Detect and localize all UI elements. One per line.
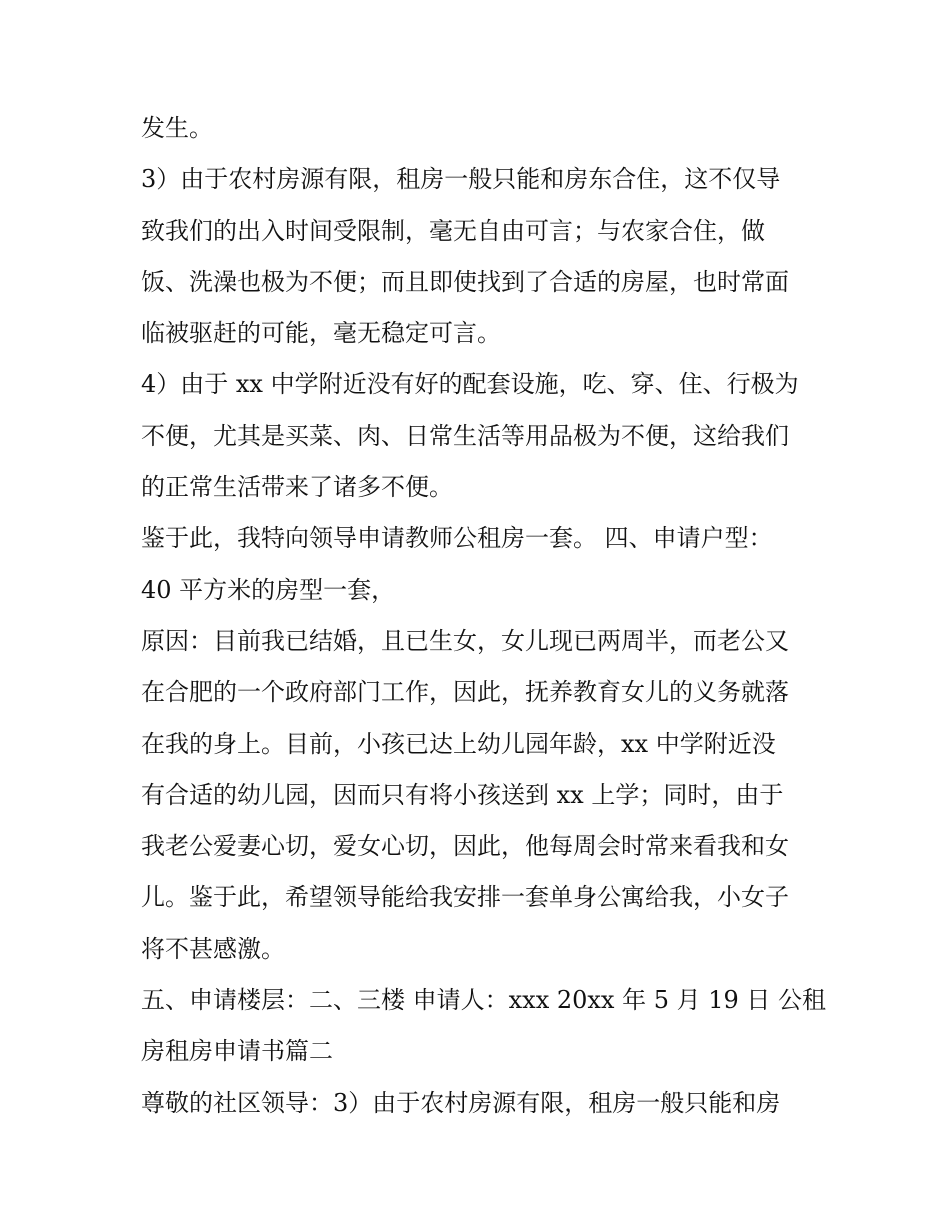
text-line: 在我的身上。目前，小孩已达上幼儿园年龄，xx 中学附近没 — [141, 729, 776, 758]
text-line: 发生。 — [141, 114, 213, 142]
text-line: 将不甚感激。 — [141, 934, 285, 963]
text-line: 40 平方米的房型一套， — [141, 575, 396, 604]
text-line: 饭、洗澡也极为不便；而且即使找到了合适的房屋，也时常面 — [141, 267, 789, 296]
text-line: 在合肥的一个政府部门工作，因此，抚养教育女儿的义务就落 — [141, 678, 789, 707]
text-line: 房租房申请书篇二 — [141, 1037, 333, 1066]
document-body — [141, 108, 827, 1134]
text-line: 3）由于农村房源有限，租房一般只能和房东合住，这不仅导 — [141, 165, 781, 194]
text-line: 原因：目前我已结婚，且已生女，女儿现已两周半，而老公又 — [141, 626, 789, 655]
text-line: 五、申请楼层：二、三楼 申请人：xxx 20xx 年 5 月 19 日 公租 — [141, 986, 827, 1015]
text-line: 不便，尤其是买菜、肉、日常生活等用品极为不便，这给我们 — [141, 421, 789, 450]
text-line: 儿。鉴于此，希望领导能给我安排一套单身公寓给我，小女子 — [141, 883, 789, 912]
text-line: 鉴于此，我特向领导申请教师公租房一套。 四、申请户型： — [141, 524, 773, 553]
text-line: 我老公爱妻心切，爱女心切，因此，他每周会时常来看我和女 — [141, 832, 789, 861]
text-line: 临被驱赶的可能，毫无稳定可言。 — [141, 319, 501, 348]
text-line: 的正常生活带来了诸多不便。 — [141, 473, 453, 502]
text-line: 有合适的幼儿园，因而只有将小孩送到 xx 上学；同时，由于 — [141, 780, 784, 809]
text-line: 尊敬的社区领导：3）由于农村房源有限，租房一般只能和房 — [141, 1088, 781, 1117]
text-line: 4）由于 xx 中学附近没有好的配套设施，吃、穿、住、行极为 — [141, 370, 799, 399]
text-line: 致我们的出入时间受限制，毫无自由可言；与农家合住，做 — [141, 216, 765, 245]
